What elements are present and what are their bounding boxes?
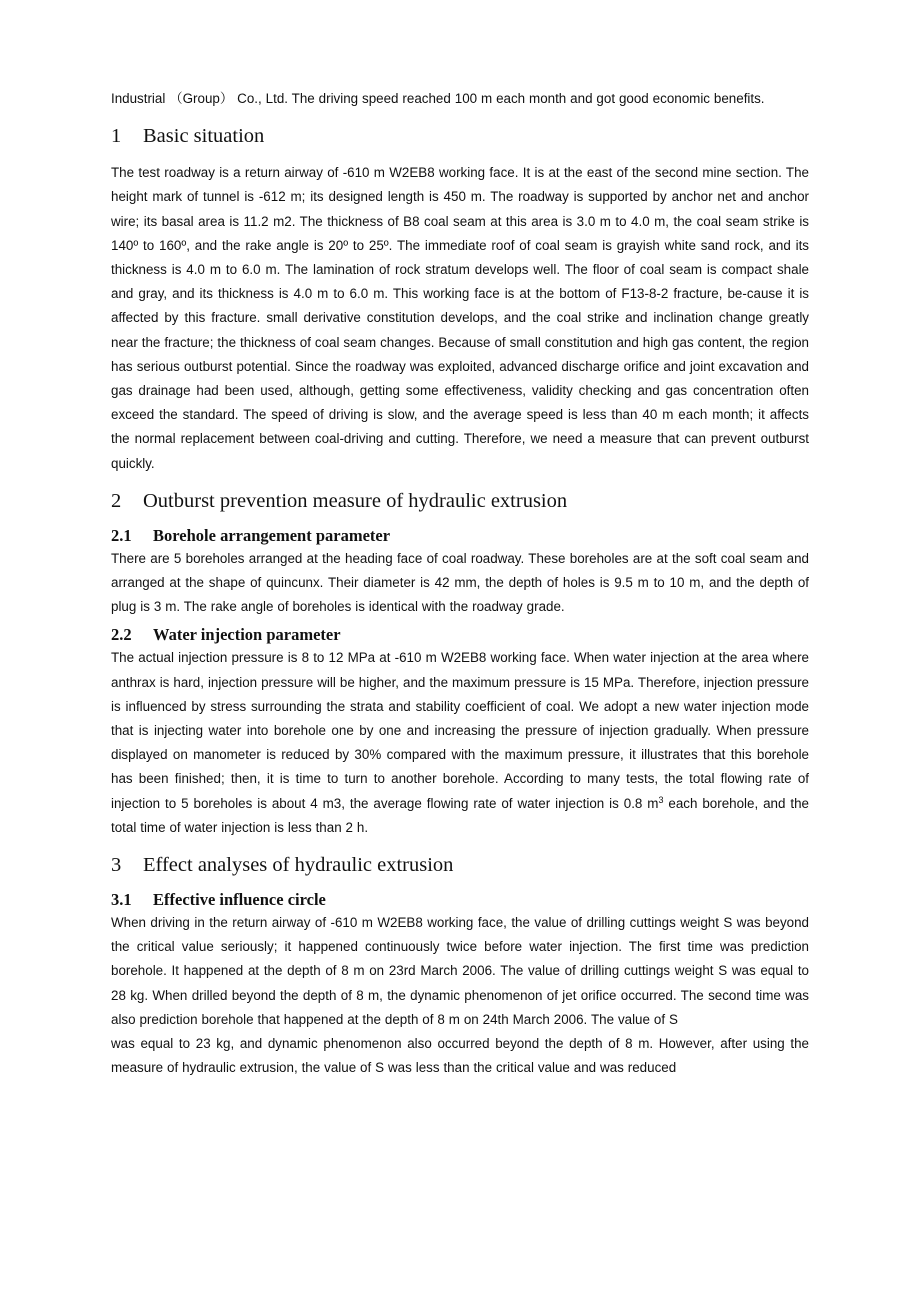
section-title: Outburst prevention measure of hydraulic extrusion: [143, 489, 568, 512]
section-number: 1: [111, 125, 122, 148]
subsection-2-2-heading: [111, 625, 809, 645]
section-number: 3: [111, 854, 122, 877]
superscript: 3: [658, 794, 664, 805]
subsection-3-1-paragraph-continued: was equal to 23 kg, and dynamic phenomenon also occurred beyond the depth of 8 m. However, after using the measure of hydraulic extrusion, the value of S was less than the critical value and was reduced: [111, 1036, 809, 1076]
subsection-2-1-heading: [111, 526, 809, 546]
section-1-heading: [111, 123, 809, 149]
intro-paragraph: Industrial （Group） Co., Ltd. The driving speed reached 100 m each month and got good economic benefits.: [111, 91, 765, 106]
subsection-number: 3.1: [111, 890, 132, 910]
section-2-heading: [111, 488, 809, 514]
subsection-title: Effective influence circle: [153, 890, 326, 910]
section-number: 2: [111, 489, 122, 512]
subsection-3-1-paragraph: When driving in the return airway of -610 m W2EB8 working face, the value of drilling cuttings weight S was beyond the critical value seriously; it happened continuously twice before water injection. The first time was prediction borehole. It happened at the depth of 8 m on 23rd March 2006. The value of drilling cuttings weight S was equal to 28 kg. When drilled beyond the depth of 8 m, the dynamic phenomenon of jet orifice occurred. The second time was also prediction borehole that happened at the depth of 8 m on 24th March 2006. The value of S: [111, 915, 809, 1027]
section-title: Effect analyses of hydraulic extrusion: [143, 854, 454, 877]
document-page: [111, 87, 809, 1081]
subsection-number: 2.2: [111, 625, 132, 645]
subsection-2-2-paragraph: [111, 646, 809, 840]
section-3-heading: [111, 852, 809, 878]
subsection-number: 2.1: [111, 525, 132, 545]
section-1-paragraph: The test roadway is a return airway of -610 m W2EB8 working face. It is at the east of the second mine section. The height mark of tunnel is -612 m; its designed length is 450 m. The roadway is supported by anchor net and anchor wire; its basal area is 11.2 m2. The thickness of B8 coal seam at this area is 3.0 m to 4.0 m, the coal seam strike is 140º to 160º, and the rake angle is 20º to 25º. The immediate roof of coal seam is grayish white sand rock, and its thickness is 4.0 m to 6.0 m. The lamination of rock stratum develops well. The floor of coal seam is compact shale and gray, and its thickness is 4.0 m to 6.0 m. This working face is at the bottom of F13-8-2 fracture, be-cause it is affected by this fracture. small derivative constitution develops, and the coal strike and inclination change greatly near the fracture; the thickness of coal seam changes. Because of small constitution and high gas content, the region has serious outburst potential. Since the roadway was exploited, advanced discharge orifice and joint excavation and gas drainage had been used, although, getting some effectiveness, validity checking and gas concentration often exceed the standard. The speed of driving is slow, and the average speed is less than 40 m each month; it affects the normal replacement between coal-driving and cutting. Therefore, we need a measure that can prevent outburst quickly.: [111, 165, 809, 471]
section-title: Basic situation: [143, 125, 265, 148]
subsection-2-1-paragraph: There are 5 boreholes arranged at the heading face of coal roadway. These boreholes are at the soft coal seam and arranged at the shape of quincunx. Their diameter is 42 mm, the depth of holes is 9.5 m to 10 m, and the depth of plug is 3 m. The rake angle of boreholes is identical with the roadway grade.: [111, 550, 809, 615]
subsection-title: Borehole arrangement parameter: [153, 525, 391, 545]
paragraph-text: each borehole, and the total time of water injection is less than 2 h.: [111, 795, 809, 835]
subsection-title: Water injection parameter: [153, 625, 341, 645]
subsection-3-1-heading: [111, 890, 809, 910]
paragraph-text: The actual injection pressure is 8 to 12 MPa at -610 m W2EB8 working face. When water injection at the area where anthrax is hard, injection pressure will be higher, and the maximum pressure is 15 MPa. Therefore, injection pressure is influenced by stress surrounding the strata and stability coefficient of coal. We adopt a new water injection mode that is injecting water into borehole one by one and increasing the pressure of injection gradually. When pressure displayed on manometer is reduced by 30% compared with the maximum pressure, it illustrates that this borehole has been finished; then, it is time to turn to another borehole. According to many tests, the total flowing rate of injection to 5 boreholes is about 4 m3, the average flowing rate of water injection is 0.8 m: [111, 650, 809, 811]
